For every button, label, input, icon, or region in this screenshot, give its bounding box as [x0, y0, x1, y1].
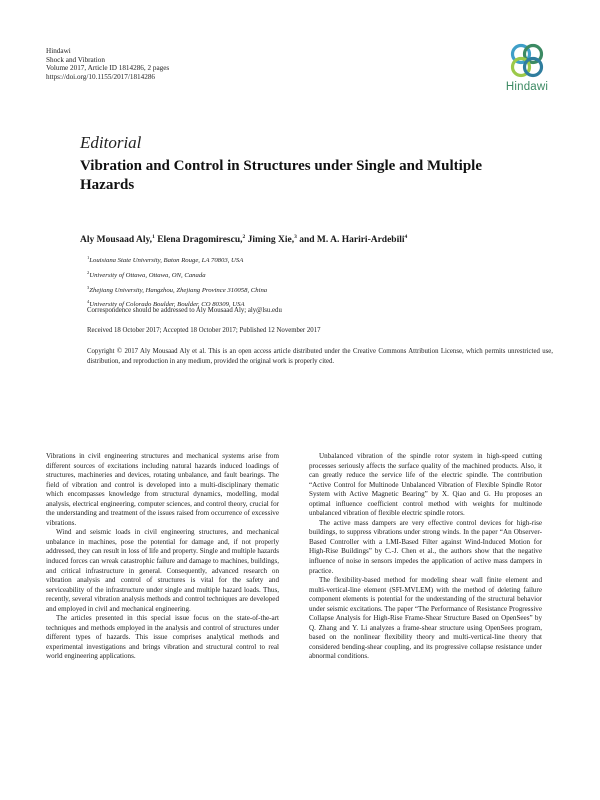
correspondence-note: Correspondence should be addressed to Aly Mousaad Aly; aly@lsu.edu [87, 307, 282, 314]
journal-header [46, 47, 169, 81]
body-paragraph: The active mass dampers are very effective control devices for high-rise buildings, to suppress vibrations under strong winds. In the paper “An Observer-Based Controller with a LMI-Based Filter against Wind-Induced Motion for High-Rise Buildings” by C.-J. Chen et al., the authors show that the negative influence of noise in sensors impedes the application of active mass dampers in practice. [309, 518, 542, 575]
article-title: Vibration and Control in Structures under Single and Multiple Hazards [80, 158, 483, 193]
author-superscript: 3 [294, 234, 297, 240]
copyright-notice: Copyright © 2017 Aly Mousaad Aly et al. This is an open access article distributed under the Creative Commons Attribution License, which permits unrestricted use, distribution, and reproduction in any medium, provided the original work is properly cited. [87, 348, 553, 365]
author-superscript: 4 [404, 234, 408, 240]
section-label: Editorial [80, 133, 142, 152]
affiliation-list [87, 252, 267, 311]
author-name: Elena Dragomirescu, [157, 235, 243, 246]
journal-name: Shock and Vibration [46, 55, 105, 64]
hindawi-logo [497, 42, 557, 93]
author-name: and M. A. Hariri-Ardebili [299, 235, 405, 246]
body-paragraph: The articles presented in this special issue focus on the state-of-the-art techniques and methods employed in the analysis and control of structures under different types of hazards. This issue comprises analytical methods and experimental investigations and brings vibration and structural control to real world engineering applications. [46, 614, 279, 661]
body-paragraph: Vibrations in civil engineering structures and mechanical systems arise from different sources of excitations including natural hazards induced loadings of structures, machineries and devices, rotating unbalance, and fault bearings. The field of vibration and control is developed into a multi-disciplinary thematic which encompasses knowledge from structural dynamics, modelling, modal analysis, electrical engineering, computer sciences, and control theory, crucial for the understanding and treatment of the issues raised from occurrence of excessive vibrations. [46, 452, 279, 527]
affiliation-item: $^1$Louisiana State University, Baton Rouge, LA 70803, USA [87, 255, 244, 265]
body-left-column [46, 452, 279, 662]
affiliation-item: $^2$University of Ottawa, Ottawa, ON, Canada [87, 269, 206, 280]
publisher-name: Hindawi [46, 47, 71, 55]
body-paragraph: The flexibility-based method for modeling shear wall finite element and multi-vertical-line element (SFI-MVLEM) with the method of deleting failure component elements is potential for the understanding of the structural behavior under seismic excitations. The paper “The Performance of Resistance Progressive Collapse Analysis for High-Rise Frame-Shear Structure Based on OpenSees” by Q. Zhang and Y. Li analyzes a frame-shear structure using OpenSees program, based on the nonlinear flexibility theory and multi-vertical-line theory that considered bending-shear coupling, and its progressive collapse resistance under abnormal conditions. [309, 576, 542, 661]
body-paragraph: Unbalanced vibration of the spindle rotor system in high-speed cutting processes seriously affects the surface quality of the machined products. Also, it can greatly reduce the service life of the electric spindle. The contribution “Active Control for Multinode Unbalanced Vibration of Flexible Spindle Rotor System with Active Magnetic Bearing” by X. Qiao and G. Hu proposes an optimal influence coefficient control method with weights for multinode unbalanced vibration of flexible electric spindle rotors. [309, 452, 542, 518]
affiliation-item: $^4$University of Colorado Boulder, Boulder, CO 80309, USA [87, 299, 245, 309]
body-paragraph: Wind and seismic loads in civil engineering structures, and mechanical unbalance in machines, pose the potential for damage and, if not properly addressed, they can result in loss of life and property. Single and multiple hazards induced forces can wreak catastrophic failure and damage to machines, buildings, and critical infrastructure in general. Consequently, advanced research on vibration analysis and control of structures is vital for the safety and serviceability of the infrastructure under single and multiple hazard loads. Thus, recently, several vibration analysis methods and control techniques are developed and employed in civil and mechanical engineering. [46, 528, 279, 613]
author-name: Jiming Xie, [247, 235, 295, 246]
logo-text: Hindawi [505, 81, 549, 93]
interlocking-rings-icon [507, 42, 547, 80]
author-superscript: 1 [152, 234, 155, 240]
author-name: Aly Mousaad Aly, [80, 235, 153, 246]
doi-link[interactable]: https://doi.org/10.1155/2017/1814286 [46, 72, 156, 81]
author-superscript: 2 [242, 234, 246, 240]
publication-dates: Received 18 October 2017; Accepted 18 October 2017; Published 12 November 2017 [87, 327, 321, 334]
volume-info: Volume 2017, Article ID 1814286, 2 pages [46, 64, 170, 73]
affiliation-item: $^3$Zhejiang University, Hangzhou, Zhejiang Province 310058, China [87, 284, 268, 294]
body-right-column [309, 452, 542, 662]
author-list [80, 234, 407, 245]
